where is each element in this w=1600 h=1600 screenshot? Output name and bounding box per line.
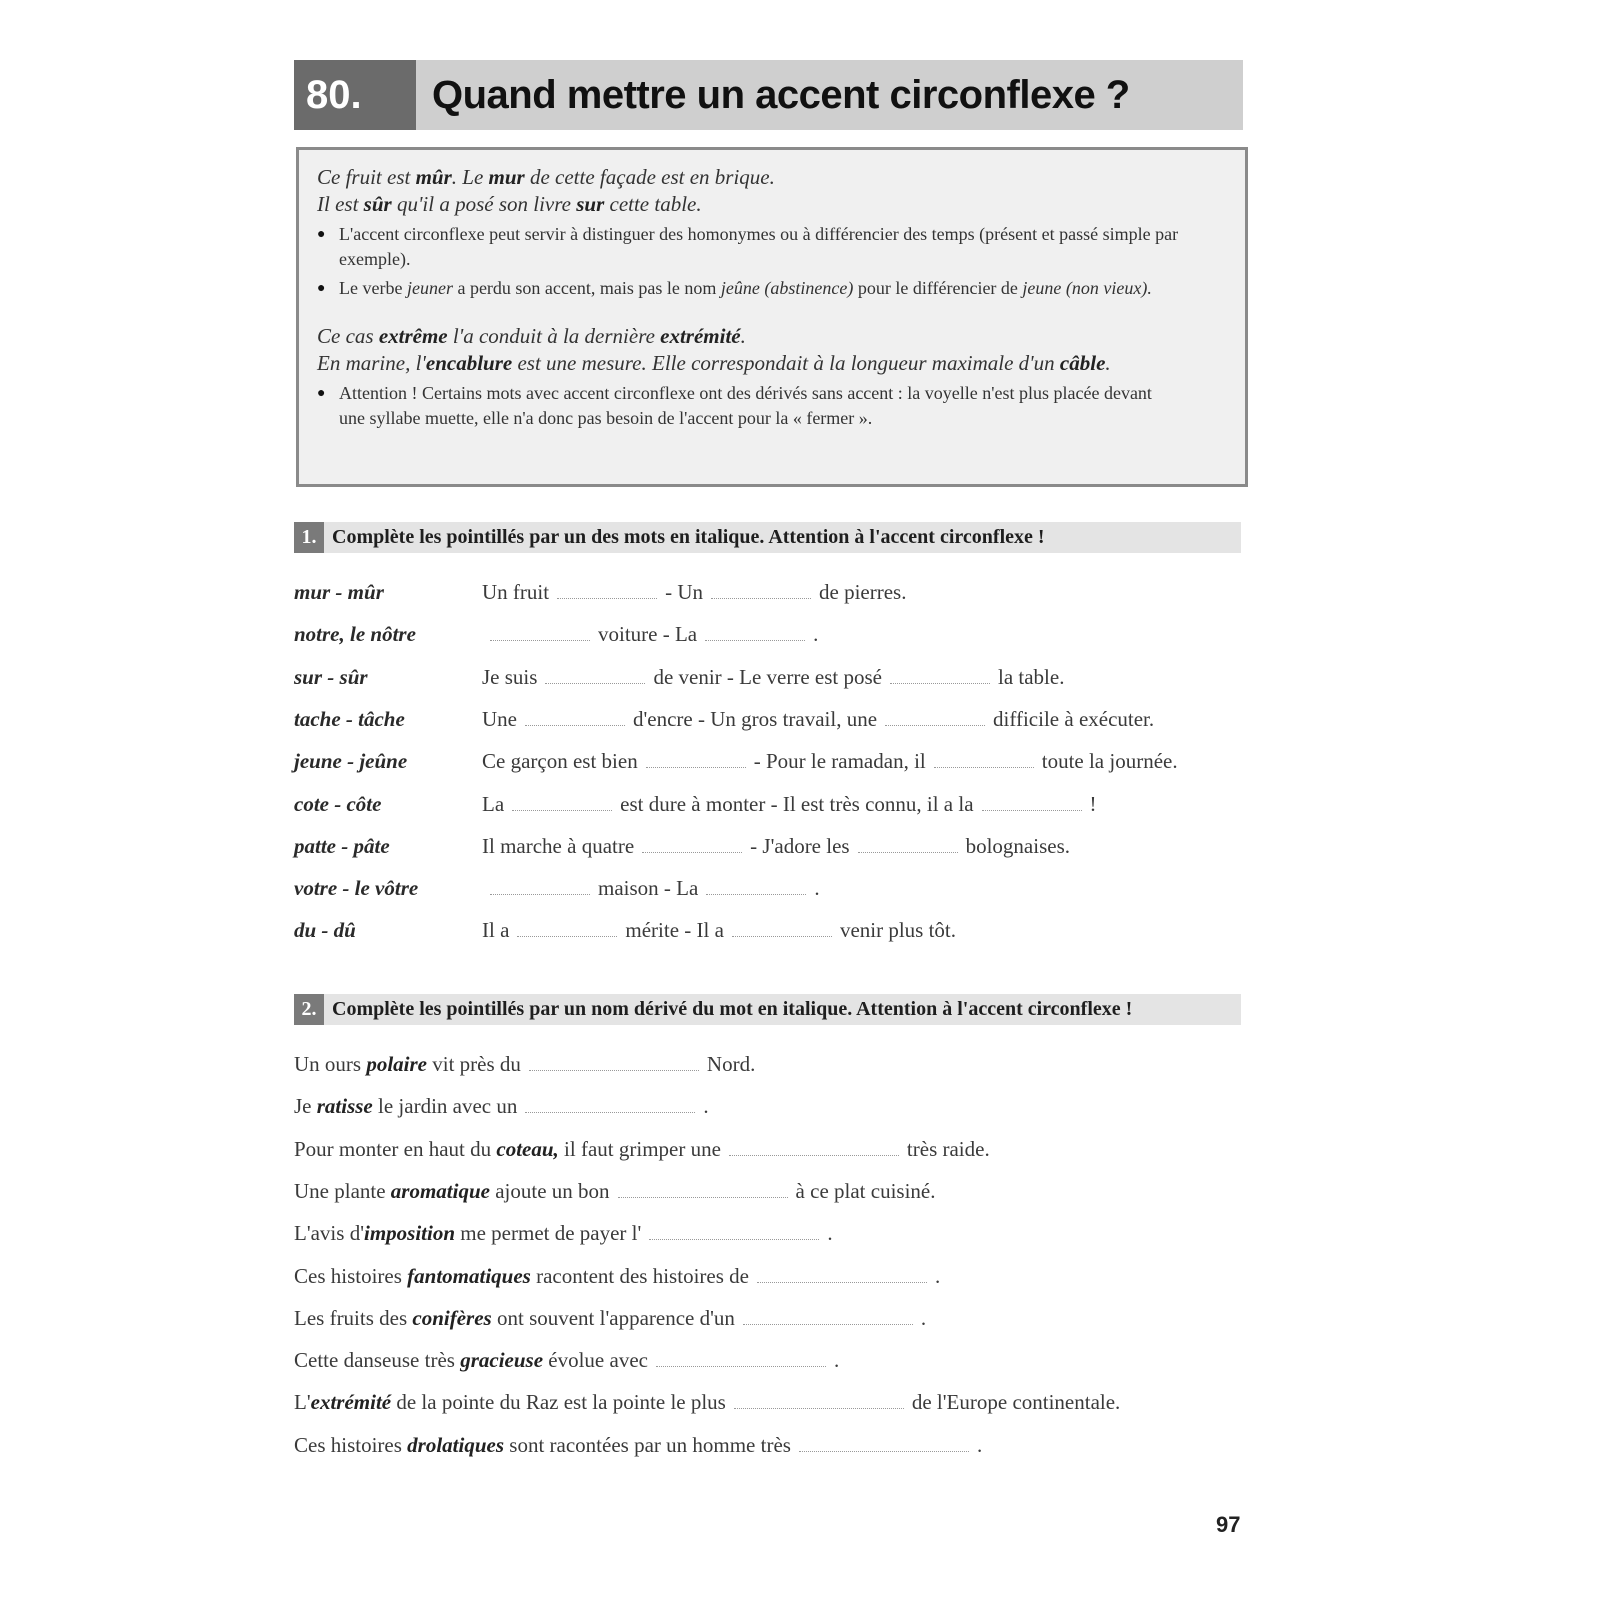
fill-in-blank[interactable] — [545, 682, 645, 684]
text: est une mesure. Elle correspondait à la longueur maximale d'un — [512, 351, 1060, 375]
text: Ce fruit est — [317, 165, 416, 189]
sentence-text: . — [833, 1348, 840, 1373]
fill-in-blank[interactable] — [656, 1365, 826, 1367]
sentence-text: toute la journée. — [1041, 749, 1178, 774]
sentence-text: de la pointe du Raz est la pointe le plus — [391, 1390, 726, 1415]
sentence-text: ont souvent l'apparence d'un — [491, 1305, 735, 1330]
key-word: câble — [1059, 351, 1106, 375]
fill-in-blank[interactable] — [529, 1069, 699, 1071]
text: En marine, l' — [317, 351, 426, 375]
fill-in-blank[interactable] — [734, 1407, 904, 1409]
sentence-text: le jardin avec un — [372, 1094, 518, 1119]
rule-example-line — [317, 164, 1225, 191]
sentence-text: ! — [1089, 791, 1097, 816]
key-word: conifères — [412, 1305, 492, 1330]
sentence-text: sont racontées par un homme très — [504, 1432, 791, 1457]
exercise-row — [294, 1179, 935, 1209]
sentence-text: à ce plat cuisiné. — [795, 1178, 936, 1203]
text: cette table. — [604, 192, 702, 216]
text: pour le différencier de — [853, 278, 1023, 298]
sentence-text: Pour monter en haut du — [294, 1136, 497, 1161]
sentence-text: de l'Europe continentale. — [911, 1390, 1121, 1415]
chapter-title: Quand mettre un accent circonflexe ? — [432, 72, 1130, 117]
sentence-text: - J'adore les — [750, 833, 850, 858]
italic-word-pair: cote - côte — [294, 791, 382, 816]
italic-word: jeune (non vieux). — [1022, 278, 1152, 298]
fill-in-blank[interactable] — [743, 1323, 913, 1325]
sentence-text: est dure à monter - Il est très connu, il a la — [620, 791, 974, 816]
chapter-number: 80. — [294, 60, 416, 130]
sentence-text: de venir - Le verre est posé — [653, 664, 882, 689]
sentence-text: Un fruit — [482, 580, 550, 604]
bullet-icon: ● — [317, 227, 326, 242]
italic-word-pair: jeune - jeûne — [294, 749, 408, 774]
fill-in-blank[interactable] — [512, 809, 612, 811]
fill-in-blank[interactable] — [490, 639, 590, 641]
rule-example-line — [317, 350, 1225, 377]
exercise-row — [294, 876, 820, 906]
sentence-text: il faut grimper une — [558, 1136, 721, 1161]
sentence-text: Cette danseuse très — [294, 1348, 461, 1373]
text: a perdu son accent, mais pas le nom — [452, 278, 721, 298]
exercise-number: 2. — [294, 994, 324, 1025]
key-word: mur — [488, 165, 525, 189]
key-word: ratisse — [316, 1094, 373, 1119]
sentence-text: Je — [294, 1094, 317, 1119]
fill-in-blank[interactable] — [982, 809, 1082, 811]
bullet-text: Attention ! Certains mots avec accent circonflexe ont des dérivés sans accent : la voyelle n'est plus placée devant une syllabe muette, elle n'a donc pas besoin de l'accent pour la « fermer ». — [339, 383, 1152, 428]
sentence-text: évolue avec — [543, 1348, 648, 1373]
page-number: 97 — [1216, 1512, 1241, 1537]
exercise-2-header — [294, 994, 1241, 1025]
sentence-text: Une plante — [294, 1178, 391, 1203]
sentence-text: très raide. — [906, 1136, 990, 1161]
fill-in-blank[interactable] — [525, 1111, 695, 1113]
exercise-row — [294, 834, 1070, 864]
rule-bullet — [317, 222, 1225, 272]
key-word: aromatique — [390, 1178, 490, 1203]
fill-in-blank[interactable] — [858, 851, 958, 853]
exercise-row — [294, 1390, 1120, 1420]
exercise-instruction: Complète les pointillés par un des mots en italique. Attention à l'accent circonflexe ! — [332, 526, 1045, 548]
text: de cette façade est en brique. — [524, 165, 775, 189]
bullet-icon: ● — [317, 281, 326, 296]
sentence-text: Une — [482, 706, 517, 731]
fill-in-blank[interactable] — [711, 597, 811, 599]
exercise-row — [294, 1221, 833, 1251]
key-word: extrémité — [310, 1390, 392, 1415]
text: Ce cas — [317, 324, 379, 348]
fill-in-blank[interactable] — [618, 1196, 788, 1198]
text: qu'il a posé son livre — [391, 192, 577, 216]
sentence-text: vit près du — [427, 1052, 521, 1076]
sentence-text: . — [920, 1305, 927, 1330]
sentence-text: Il a — [482, 918, 510, 943]
fill-in-blank[interactable] — [705, 639, 805, 641]
key-word: extrémité — [660, 324, 741, 348]
key-word: coteau, — [496, 1136, 559, 1161]
exercise-1-header — [294, 522, 1241, 553]
fill-in-blank[interactable] — [885, 724, 985, 726]
key-word: sur — [576, 192, 605, 216]
sentence-text: racontent des histoires de — [530, 1263, 749, 1288]
exercise-row — [294, 1137, 990, 1167]
sentence-text: . — [813, 622, 819, 647]
sentence-text: bolognaises. — [965, 833, 1070, 858]
sentence-text: . — [814, 876, 820, 901]
sentence-text: d'encre - Un gros travail, une — [633, 706, 878, 731]
bullet-icon: ● — [317, 386, 326, 401]
key-word: gracieuse — [460, 1348, 544, 1373]
chapter-title-bar — [294, 60, 1243, 130]
exercise-row — [294, 918, 956, 948]
sentence-text: Ces histoires — [294, 1432, 408, 1457]
italic-word: jeûne (abstinence) — [720, 278, 854, 298]
rule-example-line — [317, 191, 1225, 218]
sentence-text: . — [934, 1263, 941, 1288]
italic-word: jeuner — [406, 278, 453, 298]
text: . — [740, 324, 746, 348]
key-word: mûr — [415, 165, 452, 189]
sentence-text: difficile à exécuter. — [993, 706, 1155, 731]
exercise-row — [294, 622, 818, 652]
sentence-text: Je suis — [482, 664, 538, 689]
key-word: encablure — [425, 351, 513, 375]
exercise-row — [294, 580, 906, 610]
italic-word-pair: patte - pâte — [294, 833, 390, 858]
sentence-text: . — [976, 1432, 983, 1457]
italic-word-pair: tache - tâche — [294, 706, 405, 731]
fill-in-blank[interactable] — [649, 1238, 819, 1240]
exercise-number: 1. — [294, 522, 324, 553]
sentence-text: maison - La — [598, 876, 699, 901]
fill-in-blank[interactable] — [642, 851, 742, 853]
fill-in-blank[interactable] — [706, 893, 806, 895]
italic-word-pair: mur - mûr — [294, 580, 384, 604]
sentence-text: me permet de payer l' — [455, 1221, 642, 1246]
sentence-text: L' — [294, 1390, 311, 1415]
bullet-text: L'accent circonflexe peut servir à distinguer des homonymes ou à différencier des temps (présent et passé simple par exemple). — [339, 224, 1179, 269]
exercise-row — [294, 1348, 839, 1378]
sentence-text: voiture - La — [598, 622, 698, 647]
exercise-row — [294, 792, 1097, 822]
sentence-text: Les fruits des — [294, 1305, 413, 1330]
key-word: imposition — [363, 1221, 456, 1246]
key-word: sûr — [363, 192, 392, 216]
key-word: drolatiques — [407, 1432, 505, 1457]
rule-example-line — [317, 323, 1225, 350]
fill-in-blank[interactable] — [729, 1154, 899, 1156]
exercise-row — [294, 1094, 709, 1124]
exercise-row — [294, 1052, 755, 1082]
exercise-row — [294, 1264, 940, 1294]
exercise-row — [294, 1433, 982, 1463]
key-word: fantomatiques — [407, 1263, 531, 1288]
exercise-row — [294, 707, 1154, 737]
sentence-text: venir plus tôt. — [839, 918, 957, 943]
sentence-text: ajoute un bon — [489, 1178, 610, 1203]
sentence-text: Nord. — [706, 1052, 756, 1076]
fill-in-blank[interactable] — [757, 1281, 927, 1283]
sentence-text: L'avis d' — [294, 1221, 364, 1246]
fill-in-blank[interactable] — [934, 766, 1034, 768]
exercise-row — [294, 1306, 926, 1336]
sentence-text: - Un — [665, 580, 703, 604]
sentence-text: la table. — [998, 664, 1065, 689]
fill-in-blank[interactable] — [646, 766, 746, 768]
sentence-text: Un ours — [294, 1052, 367, 1076]
rule-box — [296, 147, 1248, 487]
text: Le verbe — [339, 278, 407, 298]
italic-word-pair: du - dû — [294, 918, 356, 943]
key-word: polaire — [366, 1052, 428, 1076]
exercise-row — [294, 749, 1178, 779]
text: Il est — [317, 192, 364, 216]
fill-in-blank[interactable] — [799, 1450, 969, 1452]
sentence-text: - Pour le ramadan, il — [753, 749, 926, 774]
sentence-text: . — [827, 1221, 833, 1246]
text: l'a conduit à la dernière — [447, 324, 661, 348]
italic-word-pair: sur - sûr — [294, 664, 368, 689]
sentence-text: Ce garçon est bien — [482, 749, 638, 774]
fill-in-blank[interactable] — [890, 682, 990, 684]
text: . Le — [451, 165, 489, 189]
text: . — [1105, 351, 1111, 375]
italic-word-pair: votre - le vôtre — [294, 876, 419, 901]
sentence-text: de pierres. — [819, 580, 907, 604]
italic-word-pair: notre, le nôtre — [294, 622, 416, 647]
sentence-text: . — [703, 1094, 709, 1119]
rule-bullet — [317, 276, 1225, 301]
fill-in-blank[interactable] — [517, 935, 617, 937]
fill-in-blank[interactable] — [557, 597, 657, 599]
key-word: extrême — [378, 324, 448, 348]
fill-in-blank[interactable] — [732, 935, 832, 937]
sentence-text: La — [482, 791, 505, 816]
exercise-row — [294, 665, 1064, 695]
sentence-text: mérite - Il a — [625, 918, 724, 943]
sentence-text: Ces histoires — [294, 1263, 408, 1288]
exercise-instruction: Complète les pointillés par un nom dérivé du mot en italique. Attention à l'accent circonflexe ! — [332, 998, 1133, 1020]
fill-in-blank[interactable] — [525, 724, 625, 726]
bullet-text — [339, 276, 1152, 301]
fill-in-blank[interactable] — [490, 893, 590, 895]
sentence-text: Il marche à quatre — [482, 833, 635, 858]
rule-bullet — [317, 381, 1225, 431]
